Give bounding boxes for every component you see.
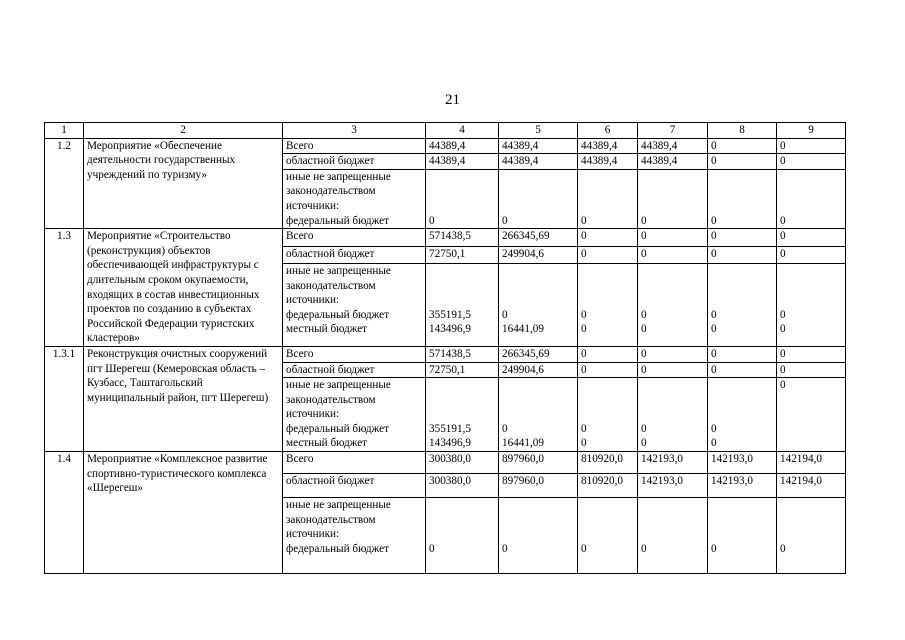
value-cell: 0 [578, 346, 638, 362]
value-cell: 0 [708, 169, 777, 228]
item-number: 1.4 [45, 452, 84, 574]
value-cell: 44389,4 [638, 154, 708, 170]
funding-source: Всего [283, 452, 426, 474]
value-cell: 0 [777, 362, 846, 378]
value-cell: 0 [578, 246, 638, 263]
value-cell: 44389,4 [638, 138, 708, 154]
value-cell: 0 [777, 246, 846, 263]
value-cell: 897960,0 [499, 452, 578, 474]
value-cell: 0 [777, 346, 846, 362]
value-cell: 142193,0 [708, 474, 777, 498]
value-cell: 44389,4 [499, 154, 578, 170]
activity-name: Реконструкция очистных сооружений пгт Шерегеш (Кемеровская область – Кузбасс, Таштагольский муниципальный район, пгт Шерегеш) [84, 346, 283, 451]
item-number: 1.2 [45, 138, 84, 229]
value-cell: 0 [777, 229, 846, 246]
value-cell: 0 [499, 169, 578, 228]
value-cell: 44389,4 [499, 138, 578, 154]
value-cell: 810920,0 [578, 452, 638, 474]
funding-source: иные не запрещенные законодательством источники: федеральный бюджет местный бюджет [283, 378, 426, 452]
value-cell: 142193,0 [638, 474, 708, 498]
value-cell: 0 [638, 346, 708, 362]
funding-source: иные не запрещенные законодательством источники: федеральный бюджет местный бюджет [283, 264, 426, 347]
column-number: 6 [578, 123, 638, 139]
value-cell: 0 [638, 362, 708, 378]
value-cell: 0 0 [638, 378, 708, 452]
value-cell: 142194,0 [777, 452, 846, 474]
value-cell: 0 16441,09 [499, 264, 578, 347]
value-cell: 897960,0 [499, 474, 578, 498]
value-cell: 0 [777, 498, 846, 574]
value-cell: 0 [777, 138, 846, 154]
activity-name: Мероприятие «Строительство (реконструкция) объектов обеспечивающей инфраструктуры с длительным сроком окупаемости, входящих в состав инвестиционных проектов по созданию в субъектах Российской Федерации туристских кластеров» [84, 229, 283, 347]
column-number: 1 [45, 123, 84, 139]
value-cell: 810920,0 [578, 474, 638, 498]
funding-source: областной бюджет [283, 362, 426, 378]
value-cell: 72750,1 [426, 246, 499, 263]
value-cell: 571438,5 [426, 346, 499, 362]
value-cell: 142193,0 [708, 452, 777, 474]
funding-source: Всего [283, 346, 426, 362]
value-cell: 0 0 [578, 264, 638, 347]
funding-source: областной бюджет [283, 474, 426, 498]
value-cell: 44389,4 [578, 154, 638, 170]
value-cell: 0 [426, 169, 499, 228]
column-number: 5 [499, 123, 578, 139]
value-cell: 0 [777, 169, 846, 228]
funding-source: Всего [283, 229, 426, 246]
value-cell: 0 0 [708, 264, 777, 347]
funding-source: областной бюджет [283, 246, 426, 263]
value-cell: 0 [638, 229, 708, 246]
value-cell: 0 [638, 246, 708, 263]
value-cell: 0 [708, 138, 777, 154]
value-cell: 355191,5 143496,9 [426, 264, 499, 347]
value-cell: 142193,0 [638, 452, 708, 474]
value-cell: 266345,69 [499, 229, 578, 246]
value-cell: 571438,5 [426, 229, 499, 246]
funding-source: областной бюджет [283, 154, 426, 170]
column-number: 7 [638, 123, 708, 139]
item-number: 1.3 [45, 229, 84, 347]
column-number: 8 [708, 123, 777, 139]
value-cell: 266345,69 [499, 346, 578, 362]
value-cell: 0 0 [578, 378, 638, 452]
value-cell: 355191,5 143496,9 [426, 378, 499, 452]
value-cell: 0 [499, 498, 578, 574]
value-cell: 0 [578, 169, 638, 228]
funding-source: иные не запрещенные законодательством источники: федеральный бюджет [283, 169, 426, 228]
activity-name: Мероприятие «Обеспечение деятельности государственных учреждений по туризму» [84, 138, 283, 229]
value-cell: 0 [578, 498, 638, 574]
column-number-row [45, 123, 846, 139]
value-cell: 0 0 [777, 264, 846, 347]
value-cell: 0 [708, 346, 777, 362]
value-cell: 0 [708, 246, 777, 263]
page-number: 21 [445, 92, 460, 108]
value-cell: 142194,0 [777, 474, 846, 498]
value-cell: 0 [708, 229, 777, 246]
value-cell: 0 16441,09 [499, 378, 578, 452]
value-cell: 0 [578, 362, 638, 378]
value-cell: 0 [426, 498, 499, 574]
value-cell: 300380,0 [426, 452, 499, 474]
value-cell: 44389,4 [426, 154, 499, 170]
value-cell: 0 0 [708, 378, 777, 452]
column-number: 3 [283, 123, 426, 139]
value-cell: 0 [708, 362, 777, 378]
value-cell: 0 [777, 154, 846, 170]
budget-table [44, 122, 846, 574]
table-row [45, 138, 846, 154]
value-cell: 249904,6 [499, 246, 578, 263]
value-cell: 0 [777, 378, 846, 452]
value-cell: 0 [708, 498, 777, 574]
value-cell: 0 [708, 154, 777, 170]
value-cell: 0 0 [638, 264, 708, 347]
value-cell: 44389,4 [578, 138, 638, 154]
column-number: 4 [426, 123, 499, 139]
value-cell: 0 [578, 229, 638, 246]
value-cell: 300380,0 [426, 474, 499, 498]
item-number: 1.3.1 [45, 346, 84, 451]
value-cell: 44389,4 [426, 138, 499, 154]
table-row [45, 452, 846, 474]
value-cell: 0 [638, 498, 708, 574]
table-row [45, 229, 846, 246]
column-number: 2 [84, 123, 283, 139]
value-cell: 72750,1 [426, 362, 499, 378]
value-cell: 0 [638, 169, 708, 228]
table-row [45, 346, 846, 362]
column-number: 9 [777, 123, 846, 139]
activity-name: Мероприятие «Комплексное развитие спортивно-туристического комплекса «Шерегеш» [84, 452, 283, 574]
funding-source: иные не запрещенные законодательством источники: федеральный бюджет [283, 498, 426, 574]
funding-source: Всего [283, 138, 426, 154]
value-cell: 249904,6 [499, 362, 578, 378]
